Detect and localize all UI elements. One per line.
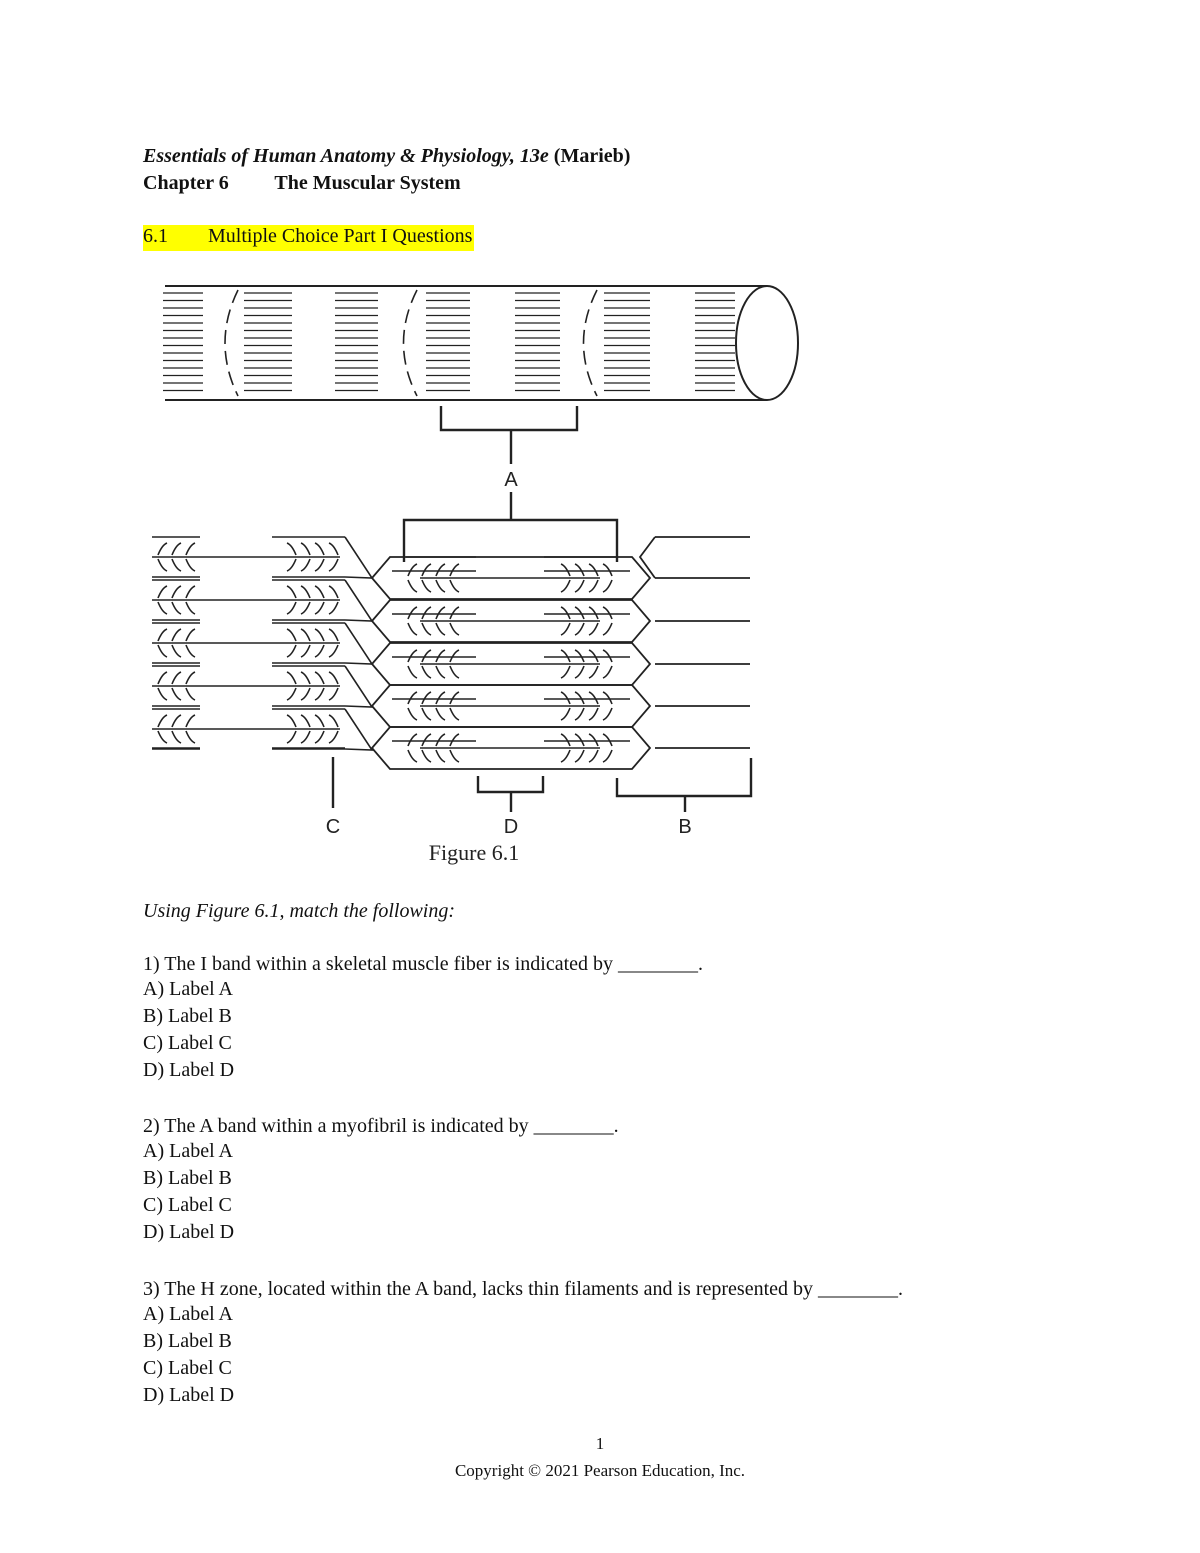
answer-option: C) Label C bbox=[143, 1032, 232, 1054]
myosin-heads bbox=[561, 692, 612, 704]
myosin-heads bbox=[561, 750, 612, 762]
thin-filament-stubs bbox=[152, 537, 372, 750]
myosin-heads bbox=[158, 559, 195, 571]
myosin-heads bbox=[287, 688, 338, 700]
myosin-heads bbox=[408, 708, 459, 720]
myosin-heads bbox=[561, 607, 612, 619]
fiber-striations bbox=[163, 293, 735, 391]
answer-option: B) Label B bbox=[143, 1005, 232, 1027]
sarcomere-outlines bbox=[655, 537, 750, 748]
label-d: D bbox=[503, 816, 519, 838]
myosin-heads bbox=[408, 623, 459, 635]
chapter-number: Chapter 6 bbox=[143, 172, 229, 194]
answer-option: C) Label C bbox=[143, 1357, 232, 1379]
question-stem: 3) The H zone, located within the A band, lacks thin filaments and is represented by ________. bbox=[143, 1278, 904, 1300]
book-title: Essentials of Human Anatomy & Physiology, 13e bbox=[143, 145, 549, 167]
copyright: Copyright © 2021 Pearson Education, Inc. bbox=[454, 1461, 746, 1480]
page-number: 1 bbox=[595, 1434, 605, 1453]
z-line-edge bbox=[345, 537, 372, 578]
myosin-heads bbox=[408, 580, 459, 592]
myosin-heads bbox=[561, 580, 612, 592]
myosin-heads bbox=[408, 607, 459, 619]
answer-option: B) Label B bbox=[143, 1330, 232, 1352]
z-line-edge bbox=[345, 623, 372, 664]
myosin-heads bbox=[561, 650, 612, 662]
myofilament-rows bbox=[372, 537, 655, 769]
fiber-end-cap bbox=[736, 286, 798, 400]
question-1 bbox=[143, 953, 703, 1084]
myosin-heads bbox=[158, 543, 195, 555]
answer-option: A) Label A bbox=[143, 978, 233, 1000]
question-stem: 2) The A band within a myofibril is indicated by ________. bbox=[143, 1115, 619, 1137]
myosin-heads bbox=[408, 564, 459, 576]
label-a: A bbox=[504, 469, 518, 491]
section-heading bbox=[143, 225, 474, 251]
myosin-heads bbox=[287, 731, 338, 743]
myosin-heads bbox=[287, 586, 338, 598]
bracket-a-upper bbox=[441, 406, 577, 464]
myosin-heads bbox=[287, 672, 338, 684]
myosin-heads bbox=[287, 559, 338, 571]
z-disc-curves bbox=[225, 290, 597, 396]
question-2 bbox=[143, 1115, 619, 1246]
myosin-heads bbox=[408, 650, 459, 662]
label-c: C bbox=[325, 816, 341, 838]
bracket-a-lower bbox=[404, 492, 617, 562]
myosin-heads bbox=[561, 564, 612, 576]
answer-option: B) Label B bbox=[143, 1167, 232, 1189]
myosin-heads bbox=[158, 629, 195, 641]
answer-option: A) Label A bbox=[143, 1140, 233, 1162]
myosin-heads bbox=[158, 688, 195, 700]
myosin-heads bbox=[287, 645, 338, 657]
myosin-heads bbox=[158, 715, 195, 727]
muscle-figure bbox=[140, 280, 820, 870]
myosin-heads bbox=[158, 602, 195, 614]
z-line-edge bbox=[345, 666, 372, 707]
chapter-title: The Muscular System bbox=[274, 172, 461, 194]
myosin-heads bbox=[561, 708, 612, 720]
myosin-heads bbox=[287, 543, 338, 555]
answer-option: D) Label D bbox=[143, 1384, 235, 1406]
answer-option: A) Label A bbox=[143, 1303, 233, 1325]
instruction-text: Using Figure 6.1, match the following: bbox=[143, 900, 456, 922]
label-b: B bbox=[678, 816, 692, 838]
question-3 bbox=[143, 1278, 903, 1409]
book-title-line bbox=[143, 145, 630, 168]
myosin-heads bbox=[287, 629, 338, 641]
myosin-heads bbox=[408, 750, 459, 762]
myosin-heads bbox=[561, 734, 612, 746]
chapter-heading bbox=[143, 172, 461, 195]
myosin-heads bbox=[158, 672, 195, 684]
z-line-edge bbox=[345, 580, 372, 621]
myosin-heads bbox=[408, 734, 459, 746]
section-number: 6.1 bbox=[143, 225, 168, 247]
myosin-heads bbox=[561, 623, 612, 635]
z-line-edge bbox=[345, 709, 372, 750]
myosin-heads bbox=[561, 666, 612, 678]
myosin-heads bbox=[287, 715, 338, 727]
question-stem: 1) The I band within a skeletal muscle fiber is indicated by ________. bbox=[143, 953, 704, 975]
myosin-heads bbox=[158, 645, 195, 657]
answer-option: C) Label C bbox=[143, 1194, 232, 1216]
section-title: Multiple Choice Part I Questions bbox=[208, 225, 473, 247]
book-author: (Marieb) bbox=[553, 145, 631, 167]
answer-option: D) Label D bbox=[143, 1059, 235, 1081]
bracket-d bbox=[478, 776, 543, 812]
myosin-heads bbox=[408, 692, 459, 704]
myosin-heads bbox=[158, 731, 195, 743]
z-line-edge bbox=[640, 537, 655, 578]
myosin-heads bbox=[408, 666, 459, 678]
myosin-heads bbox=[158, 586, 195, 598]
myosin-heads bbox=[287, 602, 338, 614]
answer-option: D) Label D bbox=[143, 1221, 235, 1243]
bracket-b bbox=[617, 758, 751, 812]
figure-caption: Figure 6.1 bbox=[428, 840, 520, 865]
